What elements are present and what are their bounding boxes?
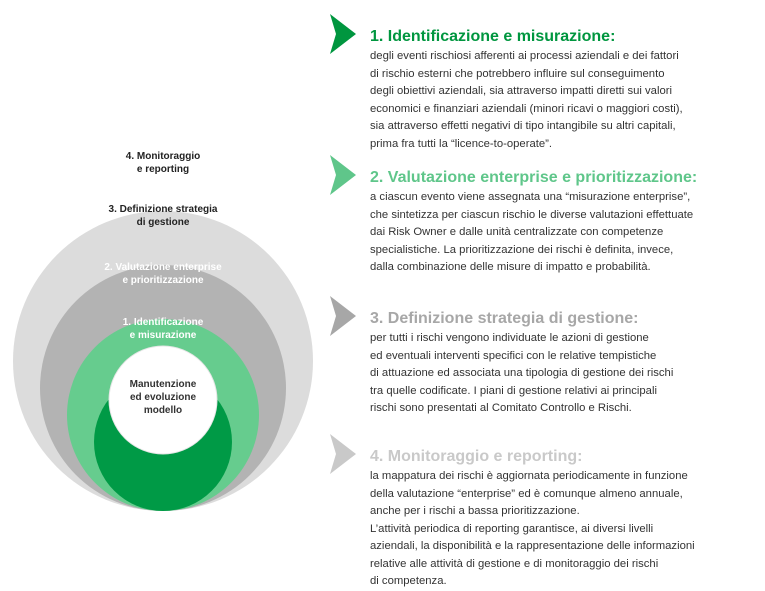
section-body: a ciascun evento viene assegnata una “misurazione enterprise”, che sintetizza per ciascun rischio le diverse valutazioni effettuate dai Risk Owner e dalle unità centralizzate con competenze specialistiche. La prioritizzazione dei rischi è definita, invece, dalla combinazione delle misure di impatto e probabilità.: [370, 191, 694, 273]
section-title: 2. Valutazione enterprise e prioritizzazione:: [370, 169, 698, 186]
section-body: degli eventi rischiosi afferenti ai processi aziendali e dei fattori di rischio esterni che potrebbero influire sul conseguimento degli obiettivi aziendali, sia attraverso impatti diretti sui valori economici e finanziari aziendali (minori ricavi o maggiori costi), sia attraverso effetti negativi di tipo intangibile su altri capitali, prima fra tutti la “licence-to-operate”.: [370, 50, 683, 150]
section-body: per tutti i rischi vengono individuate le azioni di gestione ed eventuali interventi specifici con le relative tempistiche di attuazione ed associata una tipologia di gestione dei rischi tra quelle codificate. I piani di gestione relativi ai principali rischi sono presentati al Comitato Controllo e Rischi.: [370, 332, 674, 414]
ring-label-identificazione: 1. Identificazione e misurazione: [122, 317, 204, 341]
section-title: 3. Definizione strategia di gestione:: [370, 310, 639, 327]
concentric-process-diagram: [0, 0, 330, 591]
section-body: la mappatura dei rischi è aggiornata periodicamente in funzione della valutazione “enterprise” ed è comunque almeno annuale, anche per i rischi a bassa prioritizzazione. L’attività periodica di reporting garantisce, ai diversi livelli aziendali, la disponibilità e la rappresentazione delle informazioni relative alle attività di gestione e di monitoraggio dei rischi di competenza.: [370, 470, 695, 587]
chevron-right-icon: [330, 14, 356, 54]
ring-label-definizione-strategia: 3. Definizione strategia di gestione: [108, 204, 218, 228]
section-title: 4. Monitoraggio e reporting:: [370, 448, 583, 465]
ring-label-valutazione: 2. Valutazione enterprise e prioritizzazione: [104, 262, 222, 286]
chevron-right-icon: [330, 296, 356, 336]
ring-label-manutenzione: Manutenzione ed evoluzione modello: [129, 379, 197, 416]
chevron-right-icon: [330, 155, 356, 195]
ring-label-monitoraggio: 4. Monitoraggio e reporting: [125, 151, 201, 175]
chevron-right-icon: [330, 434, 356, 474]
section-title: 1. Identificazione e misurazione:: [370, 28, 616, 45]
